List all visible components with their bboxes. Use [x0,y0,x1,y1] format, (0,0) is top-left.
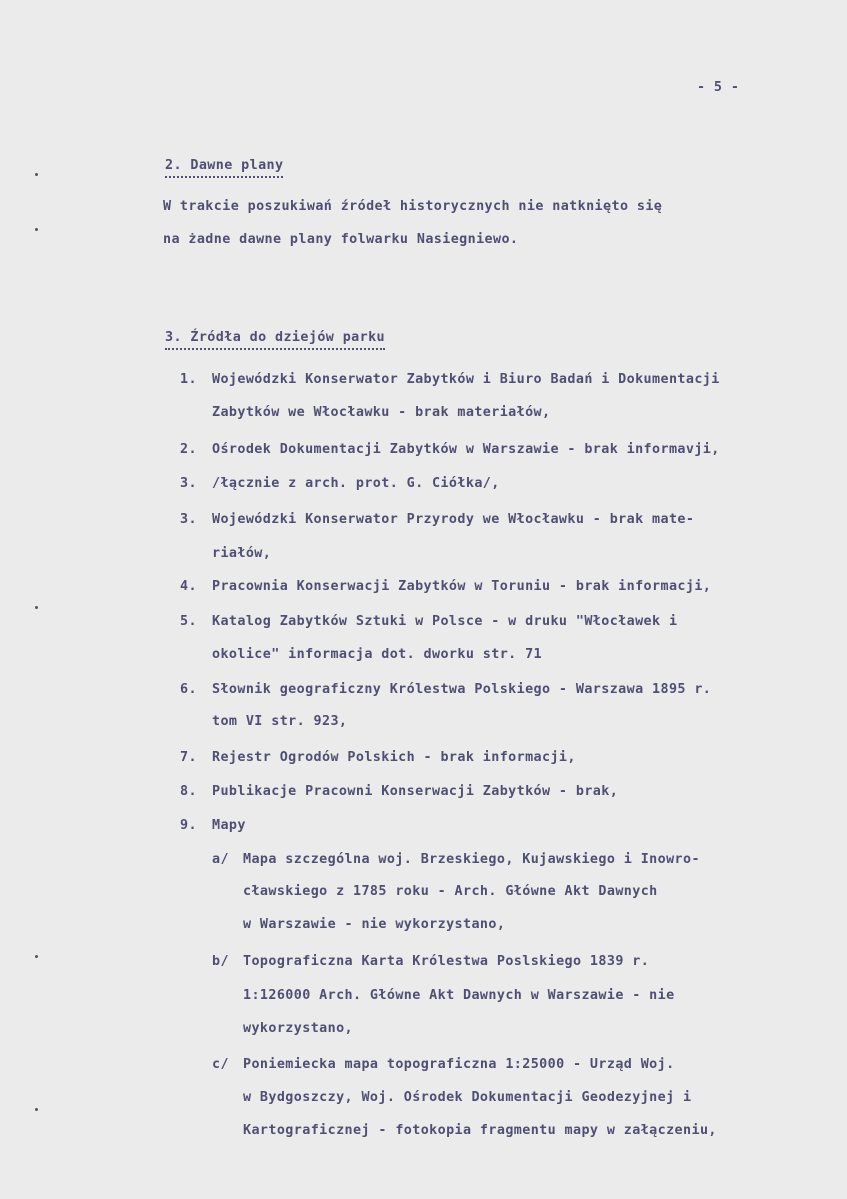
list-item-text: riałów, [212,546,272,561]
subitem-text: Kartograficznej - fotokopia fragmentu mapy w załączeniu, [243,1123,717,1138]
subitem-text: w Warszawie - nie wykorzystano, [243,917,506,932]
list-item-text: Pracownia Konserwacji Zabytków w Toruniu - brak informacji, [212,579,712,594]
list-item-text: /łącznie z arch. prot. G. Ciółka/, [212,476,500,491]
section-2-line-1: W trakcie poszukiwań źródeł historycznych nie natknięto się [163,199,663,214]
list-item-text: Publikacje Pracowni Konserwacji Zabytków - brak, [212,784,619,799]
list-item-text: Słownik geograficzny Królestwa Polskiego - Warszawa 1895 r. [212,682,712,697]
item-number: 4. [180,579,197,594]
scan-speck [35,228,38,231]
list-item-text: Rejestr Ogrodów Polskich - brak informacji, [212,750,576,765]
item-number: 5. [180,614,197,629]
list-item-text: Wojewódzki Konserwator Przyrody we Włocławku - brak mate- [212,512,695,527]
item-number: 1. [180,372,197,387]
item-number: 3. [180,512,197,527]
item-number: 9. [180,818,197,833]
section-2-heading: 2. Dawne plany [165,157,283,178]
item-number: 3. [180,476,197,491]
list-item-text: Wojewódzki Konserwator Zabytków i Biuro Badań i Dokumentacji [212,372,720,387]
list-item-text: okolice" informacja dot. dworku str. 71 [212,647,543,662]
subitem-text: cławskiego z 1785 roku - Arch. Główne Akt Dawnych [243,884,658,899]
page-number: - 5 - [697,80,740,95]
subitem-letter: c/ [212,1057,229,1072]
section-2-line-2: na żadne dawne plany folwarku Nasiegniewo. [163,232,519,247]
subitem-text: w Bydgoszczy, Woj. Ośrodek Dokumentacji Geodezyjnej i [243,1090,692,1105]
subitem-letter: a/ [212,852,229,867]
scan-speck [35,1108,38,1111]
list-item-text: Mapy [212,818,246,833]
item-number: 8. [180,784,197,799]
item-number: 2. [180,442,197,457]
scan-speck [35,173,38,176]
list-item-text: tom VI str. 923, [212,714,348,729]
subitem-text: 1:126000 Arch. Główne Akt Dawnych w Warszawie - nie [243,988,675,1003]
subitem-text: wykorzystano, [243,1021,354,1036]
subitem-text: Poniemiecka mapa topograficzna 1:25000 - Urząd Woj. [243,1057,675,1072]
subitem-text: Mapa szczególna woj. Brzeskiego, Kujawskiego i Inowro- [243,852,700,867]
scan-speck [35,606,38,609]
list-item-text: Zabytków we Włocławku - brak materiałów, [212,405,551,420]
subitem-text: Topograficzna Karta Królestwa Poslskiego 1839 r. [243,954,650,969]
item-number: 7. [180,750,197,765]
list-item-text: Ośrodek Dokumentacji Zabytków w Warszawie - brak informavji, [212,442,720,457]
scan-speck [35,955,38,958]
item-number: 6. [180,682,197,697]
list-item-text: Katalog Zabytków Sztuki w Polsce - w druku "Włocławek i [212,614,678,629]
subitem-letter: b/ [212,954,229,969]
section-3-heading: 3. Źródła do dziejów parku [165,329,385,350]
